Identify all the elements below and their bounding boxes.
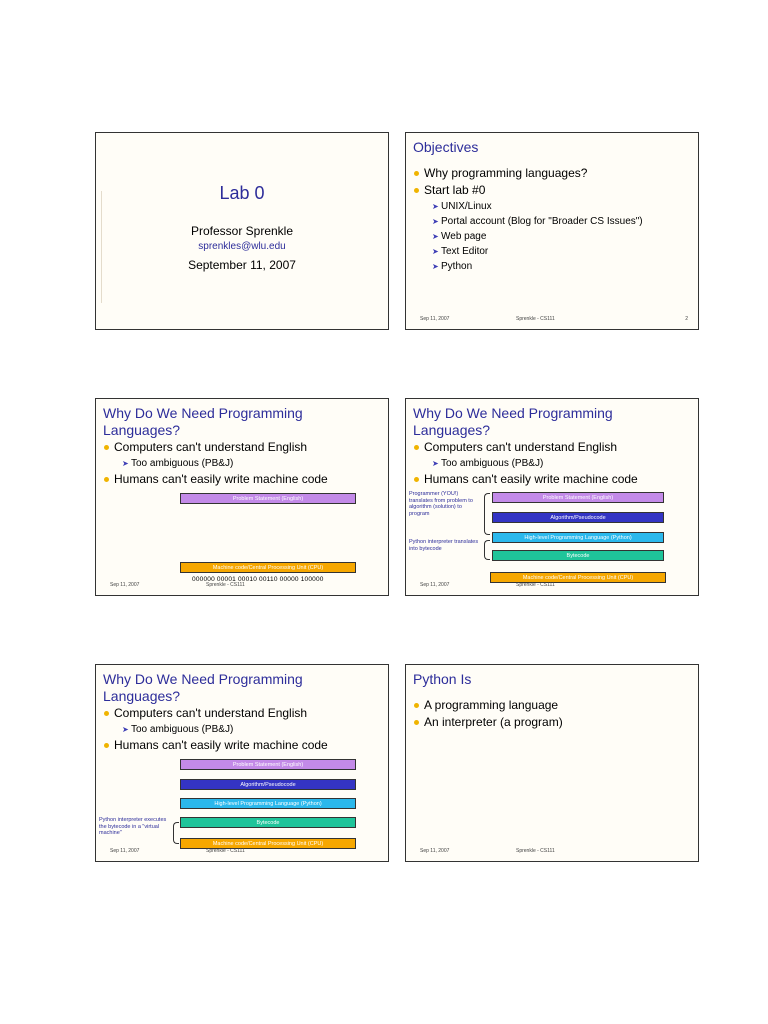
sub-bullet-item: ➤ Web page: [414, 229, 694, 244]
author-name: Professor Sprenkle: [190, 224, 294, 238]
bullet-item: Computers can't understand English: [414, 439, 694, 456]
sub-bullet-item: ➤ Too ambiguous (PB&J): [414, 456, 694, 471]
bullet-item: An interpreter (a program): [414, 714, 694, 731]
footer-date: Sep 11, 2007: [420, 582, 450, 588]
binary-machine-code: 000000 00001 00010 00110 00000 100000: [192, 576, 324, 583]
footer-course: Sprenkle - CS111: [516, 316, 555, 322]
slide-3-why-languages: [95, 398, 389, 596]
slide-1-title: [95, 132, 389, 330]
bullet-item: Computers can't understand English: [104, 705, 384, 722]
footer-course: Sprenkle - CS111: [516, 582, 555, 588]
bullet-list: [414, 165, 694, 274]
bytecode-box: Bytecode: [492, 550, 664, 561]
algorithm-box: Algorithm/Pseudocode: [492, 512, 664, 523]
slide-footer: [96, 582, 388, 590]
bullet-item: Start lab #0: [414, 182, 694, 199]
sub-bullet-item: ➤ UNIX/Linux: [414, 199, 694, 214]
slide-title: Why Do We Need Programming Languages?: [103, 671, 303, 704]
machine-code-box: Machine code/Central Processing Unit (CPU): [490, 572, 666, 583]
slide-footer: [96, 848, 388, 856]
interpreter-note: Python interpreter translates into bytecode: [409, 539, 479, 552]
bullet-item: A programming language: [414, 697, 694, 714]
sub-bullet-item: ➤ Too ambiguous (PB&J): [104, 456, 384, 471]
bullet-item: Humans can't easily write machine code: [414, 471, 694, 488]
algorithm-box: Algorithm/Pseudocode: [180, 779, 356, 790]
problem-statement-box: Problem Statement (English): [180, 493, 356, 504]
bullet-item: Humans can't easily write machine code: [104, 737, 384, 754]
sub-bullet-item: ➤ Portal account (Blog for "Broader CS Issues"): [414, 214, 694, 229]
interpreter-brace: [173, 822, 179, 844]
interpreter-note: Python interpreter executes the bytecode in a "virtual machine": [99, 817, 167, 836]
problem-statement-box: Problem Statement (English): [492, 492, 664, 503]
slide-5-why-languages: [95, 664, 389, 862]
presentation-date: September 11, 2007: [188, 258, 296, 272]
programmer-note: Programmer (YOU!) translates from problem to algorithm (solution) to program: [409, 491, 473, 517]
footer-date: Sep 11, 2007: [420, 316, 450, 322]
bullet-list: [414, 697, 694, 731]
bullet-list: [104, 439, 384, 488]
author-email: sprenkles@wlu.edu: [198, 241, 286, 252]
problem-statement-box: Problem Statement (English): [180, 759, 356, 770]
sub-bullet-item: ➤ Text Editor: [414, 244, 694, 259]
machine-code-box: Machine code/Central Processing Unit (CPU): [180, 838, 356, 849]
bytecode-box: Bytecode: [180, 817, 356, 828]
interpreter-brace: [484, 540, 490, 560]
slide-title: Why Do We Need Programming Languages?: [413, 405, 613, 438]
slide-6-python-is: [405, 664, 699, 862]
footer-date: Sep 11, 2007: [110, 848, 140, 854]
bullet-list: [104, 705, 384, 754]
bullet-item: Humans can't easily write machine code: [104, 471, 384, 488]
footer-date: Sep 11, 2007: [110, 582, 140, 588]
slide-4-why-languages: [405, 398, 699, 596]
sub-bullet-item: ➤ Too ambiguous (PB&J): [104, 722, 384, 737]
slide-title: Python Is: [413, 671, 472, 687]
slide-title: Lab 0: [219, 183, 265, 203]
slide-title: Objectives: [413, 139, 479, 155]
slide-2-objectives: [405, 132, 699, 330]
slide-number: 2: [685, 316, 688, 322]
footer-course: Sprenkle - CS111: [206, 848, 245, 854]
footer-date: Sep 11, 2007: [420, 848, 450, 854]
bullet-item: Why programming languages?: [414, 165, 694, 182]
footer-course: Sprenkle - CS111: [206, 582, 245, 588]
sub-bullet-item: ➤ Python: [414, 259, 694, 274]
slide-footer: [406, 848, 698, 856]
machine-code-box: Machine code/Central Processing Unit (CPU): [180, 562, 356, 573]
slide-footer: [406, 582, 698, 590]
bullet-item: Computers can't understand English: [104, 439, 384, 456]
high-level-language-box: High-level Programming Language (Python): [180, 798, 356, 809]
high-level-language-box: High-level Programming Language (Python): [492, 532, 664, 543]
programmer-brace: [484, 493, 490, 535]
bullet-list: [414, 439, 694, 488]
slide-title: Why Do We Need Programming Languages?: [103, 405, 303, 438]
footer-course: Sprenkle - CS111: [516, 848, 555, 854]
slide-footer: [406, 316, 698, 324]
